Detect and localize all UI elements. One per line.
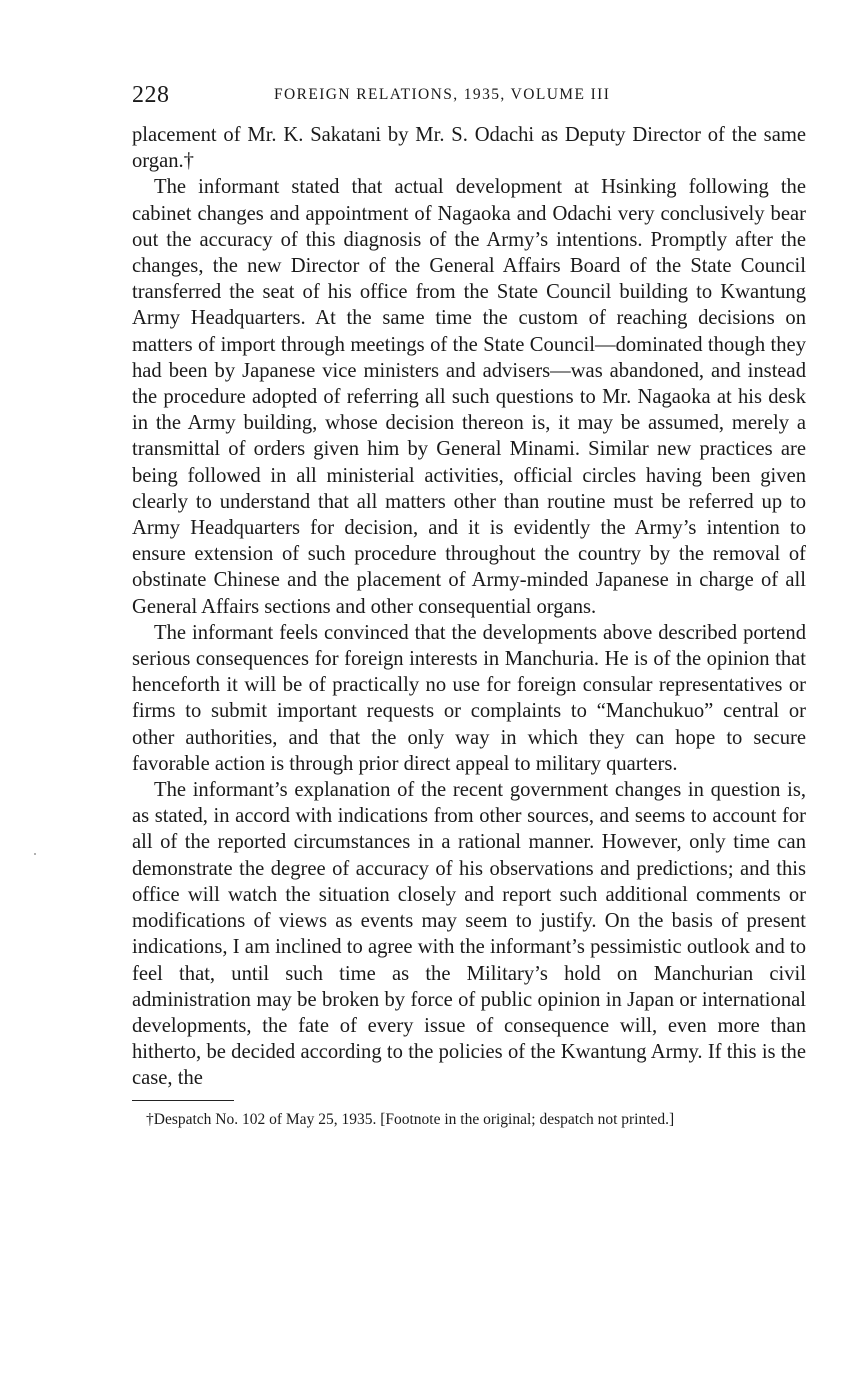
running-head bbox=[132, 80, 806, 114]
paragraph-continuation: placement of Mr. K. Sakatani by Mr. S. Odachi as Deputy Director of the same organ.† bbox=[132, 124, 806, 173]
paragraph: The informant feels convinced that the developments above described portend serious consequences for foreign interests in Manchuria. He is of the opinion that henceforth it will be of practically no use for foreign consular representatives or firms to submit important requests or complaints to “Manchukuo” central or other authorities, and that the only way in which they can hope to secure favorable action is through prior direct appeal to military quarters. bbox=[132, 621, 806, 775]
page-number: 228 bbox=[132, 82, 170, 108]
paragraph: The informant stated that actual development at Hsinking following the cabinet changes and appointment of Nagaoka and Odachi very conclusively bear out the accuracy of this diagnosis of the Army’s intentions. Promptly after the changes, the new Director of the General Affairs Board of the State Council transferred the seat of his office from the State Council building to Kwantung Army Headquarters. At the same time the custom of reaching decisions on matters of import through meetings of the State Council—dominated though they had been by Japanese vice ministers and advisers—was abandoned, and instead the procedure adopted of referring all such questions to Mr. Nagaoka at his desk in the Army building, whose decision thereon is, it may be assumed, merely a transmittal of orders given him by General Minami. Similar new practices are being followed in all ministerial activities, official circles having been given clearly to understand that all matters other than routine must be referred up to Army Headquarters for decision, and it is evidently the Army’s intention to ensure extension of such procedure throughout the country by the removal of obstinate Chinese and the placement of Army-minded Japanese in charge of all General Affairs sections and other consequential organs. bbox=[132, 176, 806, 618]
running-title: FOREIGN RELATIONS, 1935, VOLUME III bbox=[274, 86, 611, 103]
footnote-divider bbox=[132, 1100, 234, 1101]
document-page bbox=[132, 80, 806, 1128]
footnote: †Despatch No. 102 of May 25, 1935. [Footnote in the original; despatch not printed.] bbox=[146, 1110, 675, 1128]
body-text bbox=[132, 122, 806, 1092]
scan-speck bbox=[34, 853, 36, 855]
paragraph: The informant’s explanation of the recent government changes in question is, as stated, in accord with indications from other sources, and seems to account for all of the reported circumstances in a rational manner. However, only time can demonstrate the degree of accuracy of his observations and predictions; and this office will watch the situation closely and report such additional comments or modifications of views as events may seem to justify. On the basis of present indications, I am inclined to agree with the informant’s pessimistic outlook and to feel that, until such time as the Military’s hold on Manchurian civil administration may be broken by force of public opinion in Japan or international developments, the fate of every issue of consequence will, even more than hitherto, be decided according to the policies of the Kwantung Army. If this is the case, the bbox=[132, 779, 806, 1090]
